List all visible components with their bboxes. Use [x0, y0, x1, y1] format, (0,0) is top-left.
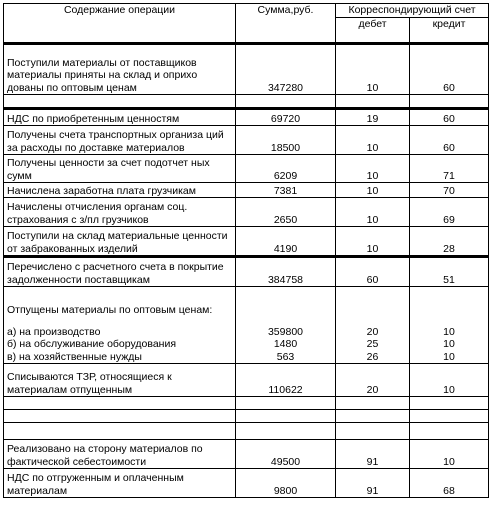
row-sub-debit: 25 — [366, 338, 379, 350]
table-row-group — [4, 287, 489, 364]
empty-row — [4, 95, 489, 109]
table-row — [4, 257, 489, 287]
row-sub-amount: 563 — [276, 350, 295, 363]
row-sub-description: а) на производство — [7, 325, 101, 338]
header-corr-account: Корреспондирующий счет — [336, 4, 489, 18]
table-row — [4, 227, 489, 257]
table-row — [4, 155, 489, 183]
row-amount: 9800 — [236, 469, 336, 498]
row-description: Начислены отчисления органам соц. страхования с з/пл грузчиков — [4, 198, 236, 227]
row-debit: 10 — [336, 155, 410, 183]
row-sub-description: б) на обслуживание оборудования — [7, 338, 177, 350]
row-debit: 91 — [336, 469, 410, 498]
row-amount: 6209 — [236, 155, 336, 183]
row-sub-credit: 10 — [443, 325, 455, 338]
empty-row — [4, 423, 489, 440]
empty-row — [4, 410, 489, 423]
row-credit: 28 — [410, 227, 489, 257]
row-amount: 69720 — [236, 109, 336, 126]
row-description: НДС по отгруженным и оплаченным материалам — [4, 469, 236, 498]
row-sub-debit: 20 — [366, 325, 379, 338]
row-description: Получены ценности за счет подотчет ных сумм — [4, 155, 236, 183]
table-row — [4, 109, 489, 126]
header-credit: кредит — [410, 17, 489, 43]
row-credit: 60 — [410, 44, 489, 95]
table-row — [4, 364, 489, 397]
row-debit: 91 — [336, 440, 410, 469]
row-credit: 10 — [410, 440, 489, 469]
row-sub-description: в) на хозяйственные нужды — [7, 350, 142, 363]
row-debit: 10 — [336, 44, 410, 95]
table-row — [4, 198, 489, 227]
row-amount: 384758 — [236, 257, 336, 287]
row-amount-group — [236, 287, 336, 364]
table-row — [4, 126, 489, 155]
row-debit: 20 — [336, 364, 410, 397]
row-amount: 347280 — [236, 44, 336, 95]
table-row — [4, 469, 489, 498]
row-debit: 60 — [336, 257, 410, 287]
row-description-group — [4, 287, 236, 364]
row-credit: 71 — [410, 155, 489, 183]
row-amount: 49500 — [236, 440, 336, 469]
row-description: Реализовано на сторону материалов по фактической себестоимости — [4, 440, 236, 469]
header-description: Содержание операции — [4, 4, 236, 44]
row-description: Поступили материалы от поставщиков материалы приняты на склад и оприхо дованы по оптовым ценам — [4, 44, 236, 95]
header-row — [4, 4, 489, 18]
row-description: Получены счета транспортных организа ций за расходы по доставке материалов — [4, 126, 236, 155]
row-amount: 7381 — [236, 183, 336, 198]
table-row — [4, 183, 489, 198]
row-debit-group — [336, 287, 410, 364]
row-amount: 18500 — [236, 126, 336, 155]
row-debit: 19 — [336, 109, 410, 126]
row-sub-amount: 359800 — [267, 325, 304, 338]
row-credit: 69 — [410, 198, 489, 227]
row-description: Начислена заработна плата грузчикам — [4, 183, 236, 198]
row-description: Списываются ТЗР, относящиеся к материалам отпущенным — [4, 364, 236, 397]
row-amount: 4190 — [236, 227, 336, 257]
row-description: НДС по приобретенным ценностям — [4, 109, 236, 126]
row-sub-credit: 10 — [443, 338, 455, 350]
row-group-heading: Отпущены материалы по оптовым ценам: — [7, 304, 213, 316]
row-credit: 60 — [410, 126, 489, 155]
row-credit: 51 — [410, 257, 489, 287]
header-debit: дебет — [336, 17, 410, 43]
row-description: Перечислено с расчетного счета в покрытие задолженности поставщикам — [4, 257, 236, 287]
row-description: Поступили на склад материальные ценности от забракованных изделий — [4, 227, 236, 257]
row-debit: 10 — [336, 227, 410, 257]
row-debit: 10 — [336, 126, 410, 155]
empty-row — [4, 397, 489, 410]
row-debit: 10 — [336, 198, 410, 227]
row-amount: 110622 — [236, 364, 336, 397]
row-sub-amount: 1480 — [273, 338, 298, 350]
table-row — [4, 440, 489, 469]
header-amount: Сумма,руб. — [236, 4, 336, 44]
table-row — [4, 44, 489, 95]
row-credit: 10 — [410, 364, 489, 397]
row-credit: 60 — [410, 109, 489, 126]
row-credit: 68 — [410, 469, 489, 498]
row-debit: 10 — [336, 183, 410, 198]
row-credit: 70 — [410, 183, 489, 198]
operations-table — [3, 3, 489, 498]
row-sub-debit: 26 — [366, 350, 379, 363]
row-amount: 2650 — [236, 198, 336, 227]
row-credit-group — [410, 287, 489, 364]
row-sub-credit: 10 — [443, 350, 455, 363]
